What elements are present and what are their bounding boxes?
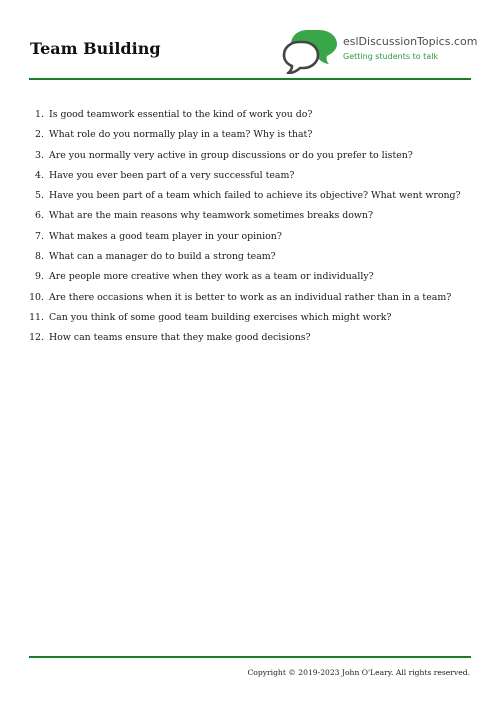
header-divider	[29, 78, 471, 80]
list-item	[29, 106, 469, 126]
page-title: Team Building	[30, 39, 161, 58]
question-number: 7.	[35, 230, 44, 242]
list-item	[29, 228, 469, 248]
question-number: 6.	[35, 210, 44, 222]
list-item	[29, 289, 469, 309]
question-text: Is good teamwork essential to the kind of work you do?	[49, 109, 313, 120]
question-text: Are you normally very active in group discussions or do you prefer to listen?	[49, 149, 413, 161]
logo-tagline: Getting students to talk	[343, 52, 439, 61]
list-item	[29, 167, 469, 187]
question-number: 2.	[35, 129, 44, 141]
question-number: 8.	[35, 251, 44, 263]
page-header	[29, 22, 478, 80]
question-text: Can you think of some good team building exercises which might work?	[49, 311, 392, 323]
question-number: 5.	[35, 190, 44, 202]
question-number: 4.	[35, 169, 44, 181]
logo-site-name: eslDiscussionTopics.com	[343, 35, 478, 48]
footer-divider	[29, 656, 471, 658]
list-item	[29, 126, 469, 146]
question-text: Have you ever been part of a very successful team?	[49, 169, 295, 181]
question-number: 9.	[35, 271, 44, 283]
speech-bubbles-icon	[281, 28, 341, 74]
question-number: 3.	[35, 149, 44, 161]
list-item	[29, 248, 469, 268]
question-number: 1.	[35, 109, 44, 120]
list-item	[29, 207, 469, 227]
question-list	[29, 106, 469, 350]
list-item	[29, 268, 469, 288]
question-number: 11.	[29, 311, 44, 323]
list-item	[29, 329, 469, 349]
question-text: What are the main reasons why teamwork sometimes breaks down?	[49, 210, 374, 222]
copyright-notice: Copyright © 2019-2023 John O'Leary. All rights reserved.	[247, 668, 470, 677]
question-number: 12.	[29, 332, 44, 344]
question-number: 10.	[29, 291, 44, 303]
list-item	[29, 309, 469, 329]
question-text: Are people more creative when they work as a team or individually?	[49, 271, 374, 283]
list-item	[29, 187, 469, 207]
question-text: What role do you normally play in a team? Why is that?	[49, 129, 313, 141]
question-text: What can a manager do to build a strong team?	[49, 251, 276, 263]
question-text: What makes a good team player in your opinion?	[49, 230, 282, 242]
question-text: Are there occasions when it is better to work as an individual rather than in a team?	[49, 291, 452, 303]
question-text: How can teams ensure that they make good decisions?	[49, 332, 311, 344]
list-item	[29, 147, 469, 167]
site-logo	[281, 28, 478, 74]
question-text: Have you been part of a team which failed to achieve its objective? What went wrong?	[49, 190, 461, 202]
